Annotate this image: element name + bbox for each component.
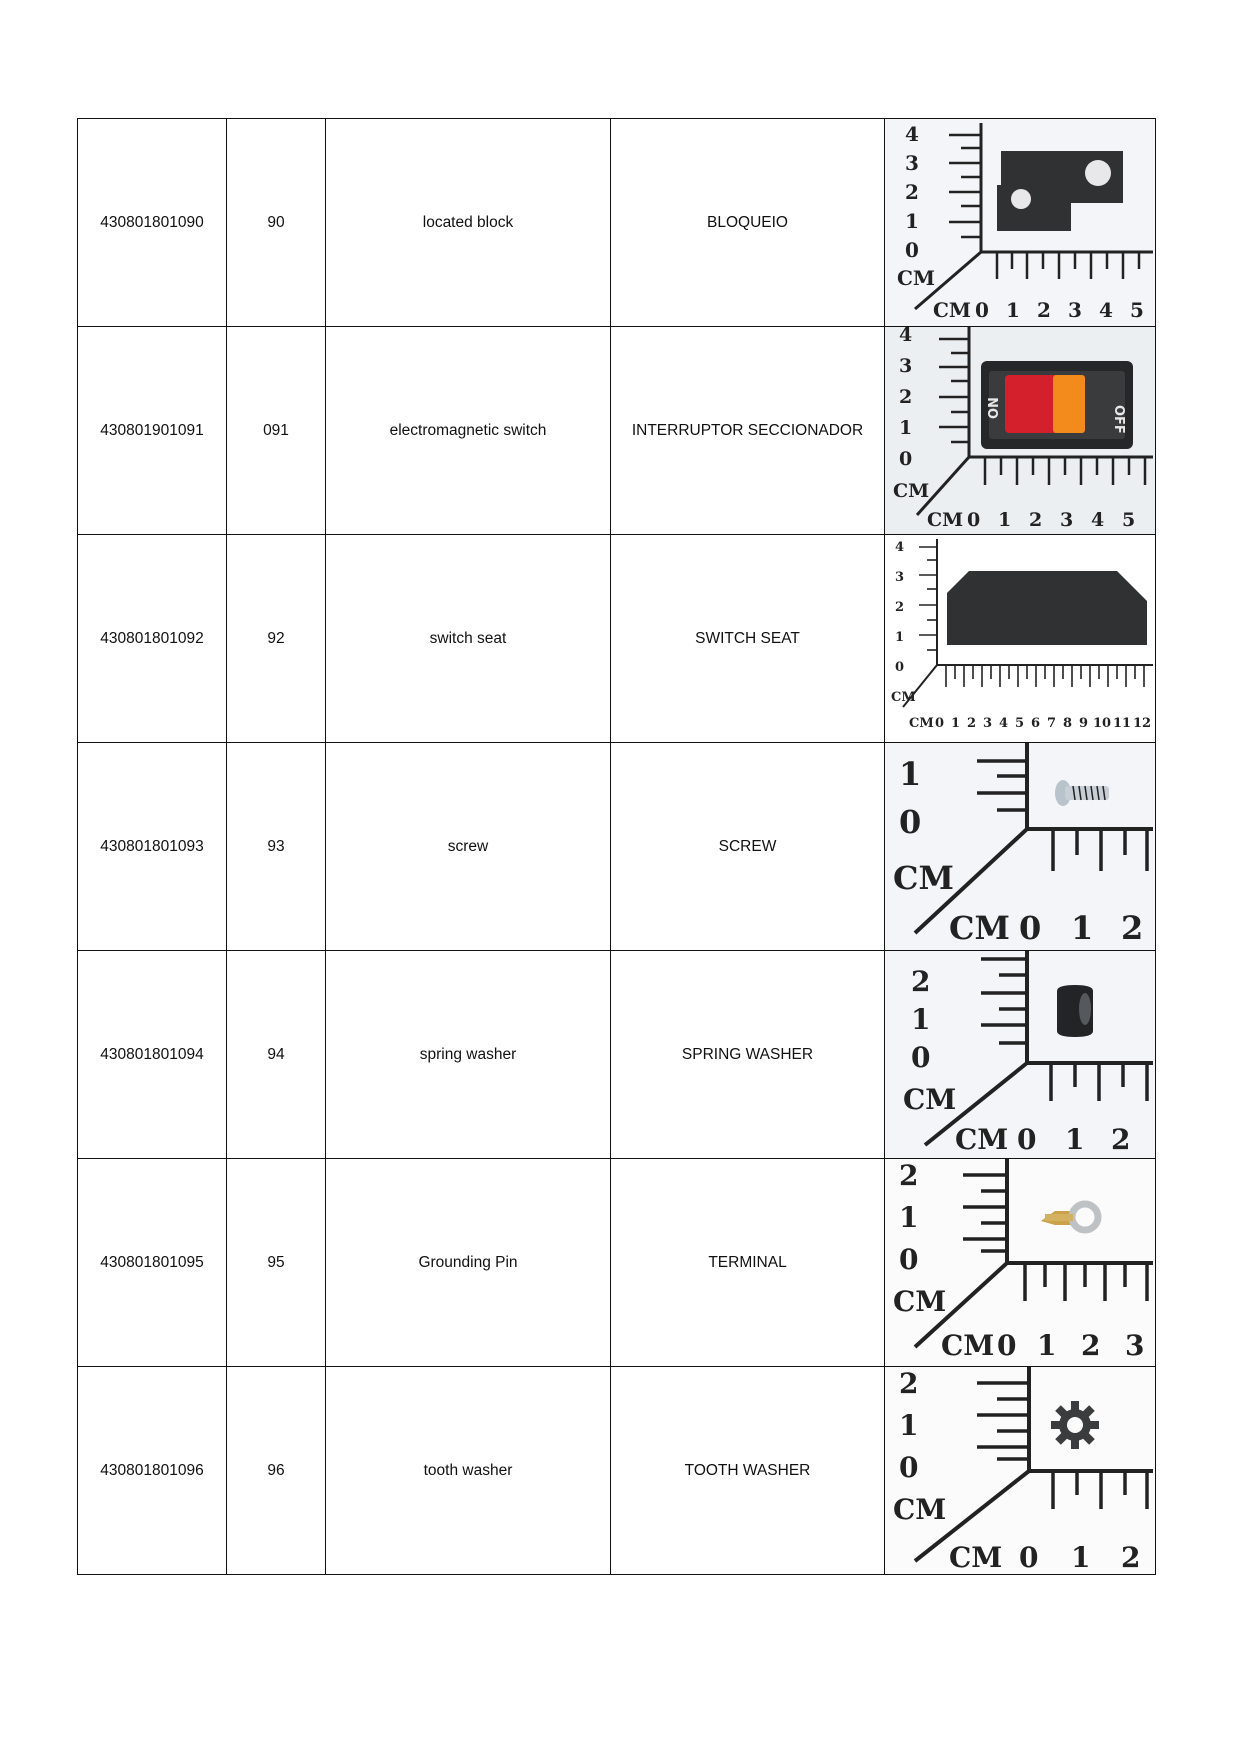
x-tick-label: 3 — [983, 716, 993, 731]
x-tick-label: 6 — [1031, 716, 1041, 731]
table-row — [78, 1159, 1156, 1367]
y-tick-label: 0 — [899, 448, 913, 470]
unit-label: CM — [949, 1541, 1003, 1574]
part-code-cell: 430801901091 — [78, 327, 227, 535]
x-tick-label: 12 — [1133, 716, 1152, 731]
x-tick-label: 4 — [1099, 298, 1113, 322]
table-row — [78, 535, 1156, 743]
part-photo-cell — [885, 327, 1156, 535]
x-tick-label: 3 — [1068, 298, 1082, 322]
y-tick-label: 1 — [895, 630, 905, 645]
scale-ruler — [893, 1159, 1153, 1362]
y-tick-label: 4 — [895, 540, 905, 555]
y-tick-label: 2 — [905, 180, 919, 204]
x-tick-label: 7 — [1047, 716, 1057, 731]
x-tick-label: 1 — [1065, 1123, 1085, 1156]
switch-on-label: ON — [987, 397, 1002, 419]
table-row — [78, 1367, 1156, 1575]
x-tick-label: 1 — [1006, 298, 1020, 322]
part-photo-cell — [885, 119, 1156, 327]
x-tick-label: 0 — [1019, 909, 1042, 947]
spring-washer-icon — [885, 951, 1155, 1158]
part-photo-cell — [885, 743, 1156, 951]
x-tick-label: 2 — [1037, 298, 1051, 322]
x-tick-label: 11 — [1113, 716, 1132, 731]
part-code-cell: 430801801090 — [78, 119, 227, 327]
x-tick-label: 1 — [1037, 1329, 1057, 1362]
english-name-cell: screw — [326, 743, 611, 951]
x-tick-label: 0 — [935, 716, 945, 731]
y-tick-label: 2 — [899, 386, 913, 408]
item-number-cell: 96 — [227, 1367, 326, 1575]
unit-label: CM — [927, 509, 964, 531]
item-number-cell: 94 — [227, 951, 326, 1159]
x-tick-label: 8 — [1063, 716, 1073, 731]
table-row — [78, 327, 1156, 535]
spanish-name-cell: INTERRUPTOR SECCIONADOR — [611, 327, 885, 535]
english-name-cell: electromagnetic switch — [326, 327, 611, 535]
x-tick-label: 1 — [998, 509, 1012, 531]
x-tick-label: 1 — [951, 716, 961, 731]
y-tick-label: 1 — [899, 755, 922, 793]
english-name-cell: Grounding Pin — [326, 1159, 611, 1367]
scale-ruler — [903, 951, 1153, 1156]
y-tick-label: 2 — [899, 1367, 919, 1400]
x-tick-label: 5 — [1015, 716, 1025, 731]
x-tick-label: 2 — [1081, 1329, 1101, 1362]
x-tick-label: 4 — [999, 716, 1009, 731]
x-tick-label: 10 — [1093, 716, 1112, 731]
screw-icon — [885, 743, 1155, 950]
unit-label: CM — [949, 909, 1010, 947]
part-code-cell: 430801801095 — [78, 1159, 227, 1367]
spanish-name-cell: SCREW — [611, 743, 885, 951]
unit-label: CM — [903, 1083, 957, 1116]
x-tick-label: 1 — [1071, 909, 1094, 947]
item-number-cell: 091 — [227, 327, 326, 535]
spanish-name-cell: SPRING WASHER — [611, 951, 885, 1159]
spanish-name-cell: BLOQUEIO — [611, 119, 885, 327]
unit-label: CM — [909, 716, 934, 731]
x-tick-label: 3 — [1060, 509, 1074, 531]
unit-label: CM — [933, 298, 972, 322]
y-tick-label: 1 — [905, 209, 919, 233]
english-name-cell: switch seat — [326, 535, 611, 743]
spanish-name-cell: TOOTH WASHER — [611, 1367, 885, 1575]
unit-label: CM — [893, 480, 930, 502]
y-tick-label: 2 — [911, 965, 931, 998]
item-number-cell: 93 — [227, 743, 326, 951]
y-tick-label: 4 — [899, 327, 913, 346]
x-tick-label: 9 — [1079, 716, 1089, 731]
part-code-cell: 430801801096 — [78, 1367, 227, 1575]
y-tick-label: 0 — [899, 803, 922, 841]
unit-label: CM — [891, 690, 916, 705]
part-photo-cell — [885, 951, 1156, 1159]
x-tick-label: 0 — [967, 509, 981, 531]
y-tick-label: 2 — [899, 1159, 919, 1192]
y-tick-label: 4 — [905, 122, 919, 146]
y-tick-label: 0 — [899, 1243, 919, 1276]
table-row — [78, 743, 1156, 951]
ring-terminal-icon — [885, 1159, 1155, 1366]
x-tick-label: 2 — [1029, 509, 1043, 531]
item-number-cell: 92 — [227, 535, 326, 743]
spanish-name-cell: TERMINAL — [611, 1159, 885, 1367]
unit-label: CM — [955, 1123, 1009, 1156]
switch-off-label: OFF — [1111, 405, 1126, 434]
y-tick-label: 1 — [911, 1003, 931, 1036]
x-tick-label: 0 — [997, 1329, 1017, 1362]
x-tick-label: 4 — [1091, 509, 1105, 531]
unit-label: CM — [941, 1329, 995, 1362]
y-tick-label: 1 — [899, 417, 913, 439]
part-code-cell: 430801801094 — [78, 951, 227, 1159]
part-photo-cell — [885, 535, 1156, 743]
table-row — [78, 951, 1156, 1159]
y-tick-label: 2 — [895, 600, 905, 615]
x-tick-label: 0 — [975, 298, 989, 322]
y-tick-label: 3 — [895, 570, 905, 585]
x-tick-label: 2 — [967, 716, 977, 731]
switch-seat-icon — [885, 535, 1155, 742]
x-tick-label: 3 — [1125, 1329, 1145, 1362]
scale-ruler — [893, 1367, 1153, 1574]
y-tick-label: 3 — [899, 355, 913, 377]
y-tick-label: 1 — [899, 1409, 919, 1442]
item-number-cell: 95 — [227, 1159, 326, 1367]
unit-label: CM — [893, 1285, 947, 1318]
x-tick-label: 2 — [1121, 909, 1144, 947]
x-tick-label: 5 — [1122, 509, 1136, 531]
item-number-cell: 90 — [227, 119, 326, 327]
y-tick-label: 0 — [895, 660, 905, 675]
x-tick-label: 2 — [1121, 1541, 1141, 1574]
english-name-cell: tooth washer — [326, 1367, 611, 1575]
unit-label: CM — [893, 859, 954, 897]
rocker-switch-icon — [885, 327, 1155, 534]
english-name-cell: spring washer — [326, 951, 611, 1159]
x-tick-label: 1 — [1071, 1541, 1091, 1574]
y-tick-label: 3 — [905, 151, 919, 175]
y-tick-label: 0 — [905, 238, 919, 262]
part-photo-cell — [885, 1367, 1156, 1575]
table-row — [78, 119, 1156, 327]
y-tick-label: 0 — [899, 1451, 919, 1484]
located-block-icon — [885, 119, 1155, 326]
unit-label: CM — [897, 266, 936, 290]
part-code-cell: 430801801092 — [78, 535, 227, 743]
y-tick-label: 1 — [899, 1201, 919, 1234]
scale-ruler — [893, 743, 1153, 947]
x-tick-label: 2 — [1111, 1123, 1131, 1156]
tooth-washer-icon — [885, 1367, 1155, 1574]
x-tick-label: 5 — [1130, 298, 1144, 322]
y-tick-label: 0 — [911, 1041, 931, 1074]
x-tick-label: 0 — [1019, 1541, 1039, 1574]
spanish-name-cell: SWITCH SEAT — [611, 535, 885, 743]
english-name-cell: located block — [326, 119, 611, 327]
part-code-cell: 430801801093 — [78, 743, 227, 951]
x-tick-label: 0 — [1017, 1123, 1037, 1156]
part-photo-cell — [885, 1159, 1156, 1367]
unit-label: CM — [893, 1493, 947, 1526]
parts-table — [77, 118, 1156, 1575]
